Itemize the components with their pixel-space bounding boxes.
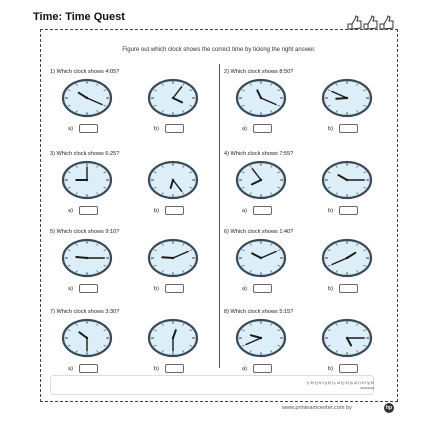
hour-hand [336, 98, 347, 99]
clock-a [234, 237, 288, 279]
question-text: 6) Which clock shows 1:40? [224, 229, 294, 235]
clock-center [260, 337, 262, 339]
thumbs-up-icon [346, 14, 394, 30]
clock-center [86, 257, 88, 259]
option-label: b) [328, 208, 333, 214]
option-label: b) [328, 126, 333, 132]
clock-b [146, 237, 200, 279]
answer-key-title: Answers [360, 386, 374, 390]
clock-center [172, 337, 174, 339]
clock-center [346, 337, 348, 339]
answer-checkbox[interactable] [165, 284, 184, 293]
option-label: a) [242, 286, 247, 292]
clock-center [346, 97, 348, 99]
clock-a [234, 317, 288, 359]
clock-center [172, 97, 174, 99]
clock-b [320, 159, 374, 201]
answer-checkbox[interactable] [165, 206, 184, 215]
answer-checkbox[interactable] [165, 364, 184, 373]
clock-icon [234, 159, 288, 201]
clock-b [320, 77, 374, 119]
answer-checkbox[interactable] [339, 124, 358, 133]
hour-hand [162, 257, 173, 258]
hour-hand [76, 257, 87, 258]
clock-center [260, 257, 262, 259]
clock-b [146, 317, 200, 359]
answer-key-values: (q 8) (q L) (e 9) (q S) (e V) (q E) (q Z) (q 1) [306, 381, 374, 385]
clock-b [146, 77, 200, 119]
answer-checkbox[interactable] [165, 124, 184, 133]
option-label: b) [328, 286, 333, 292]
clock-icon [146, 77, 200, 119]
clock-icon [234, 77, 288, 119]
clock-a [60, 317, 114, 359]
option-label: b) [154, 366, 159, 372]
clock-center [172, 179, 174, 181]
option-label: a) [242, 208, 247, 214]
option-label: b) [154, 286, 159, 292]
clock-center [86, 179, 88, 181]
clock-b [320, 317, 374, 359]
clock-icon [320, 77, 374, 119]
clock-center [86, 97, 88, 99]
column-divider [219, 64, 220, 368]
clock-icon [320, 317, 374, 359]
clock-a [60, 159, 114, 201]
hp-logo: hp [385, 405, 393, 411]
answer-checkbox[interactable] [79, 364, 98, 373]
answer-key [234, 380, 374, 390]
answer-checkbox[interactable] [253, 124, 272, 133]
answer-checkbox[interactable] [339, 284, 358, 293]
clock-a [234, 77, 288, 119]
footer-text: www.printeamcenter.com by [282, 405, 352, 411]
worksheet-title: Time: Time Quest [33, 11, 125, 23]
option-label: b) [328, 366, 333, 372]
option-label: a) [68, 126, 73, 132]
clock-icon [60, 237, 114, 279]
answer-checkbox[interactable] [79, 206, 98, 215]
option-label: a) [68, 208, 73, 214]
option-label: a) [242, 126, 247, 132]
question-text: 5) Which clock shows 9:10? [50, 229, 120, 235]
option-label: b) [154, 126, 159, 132]
clock-icon [60, 159, 114, 201]
question-text: 3) Which clock shows 6:25? [50, 151, 120, 157]
clock-icon [146, 159, 200, 201]
clock-a [60, 237, 114, 279]
answer-checkbox[interactable] [253, 364, 272, 373]
clock-icon [320, 237, 374, 279]
clock-center [260, 97, 262, 99]
answer-checkbox[interactable] [79, 284, 98, 293]
question-text: 2) Which clock shows 8:50? [224, 69, 294, 75]
clock-icon [60, 317, 114, 359]
option-label: a) [68, 286, 73, 292]
clock-center [86, 337, 88, 339]
question-text: 8) Which clock shows 5:15? [224, 309, 294, 315]
clock-center [260, 179, 262, 181]
clock-icon [146, 317, 200, 359]
clock-icon [320, 159, 374, 201]
option-label: b) [154, 208, 159, 214]
instruction-text: Figure out which clock shows the correct time by ticking the right answer. [122, 47, 316, 53]
answer-checkbox[interactable] [339, 364, 358, 373]
clock-center [346, 179, 348, 181]
answer-checkbox[interactable] [253, 284, 272, 293]
clock-a [60, 77, 114, 119]
clock-b [320, 237, 374, 279]
question-text: 1) Which clock shows 4:05? [50, 69, 120, 75]
answer-checkbox[interactable] [79, 124, 98, 133]
clock-a [234, 159, 288, 201]
question-text: 7) Which clock shows 3:30? [50, 309, 120, 315]
clock-icon [234, 237, 288, 279]
clock-center [346, 257, 348, 259]
option-label: a) [242, 366, 247, 372]
clock-center [172, 257, 174, 259]
clock-b [146, 159, 200, 201]
clock-icon [146, 237, 200, 279]
question-text: 4) Which clock shows 7:55? [224, 151, 294, 157]
answer-checkbox[interactable] [253, 206, 272, 215]
clock-icon [234, 317, 288, 359]
clock-icon [60, 77, 114, 119]
answer-checkbox[interactable] [339, 206, 358, 215]
option-label: a) [68, 366, 73, 372]
